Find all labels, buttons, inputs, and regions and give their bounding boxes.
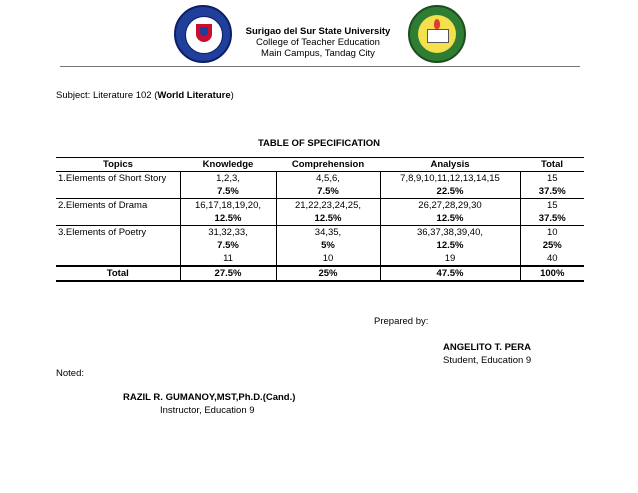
table-cell: 31,32,33, (180, 226, 276, 240)
total-label: Total (56, 266, 180, 281)
table-cell: 34,35, (276, 226, 380, 240)
table-row (56, 252, 584, 266)
table-cell: 40 (520, 252, 584, 266)
table-title: TABLE OF SPECIFICATION (257, 138, 381, 149)
table-cell: 7.5% (180, 239, 276, 252)
table-cell (56, 239, 180, 252)
table-cell: 10 (520, 226, 584, 240)
total-comprehension: 25% (276, 266, 380, 281)
table-cell: 11 (180, 252, 276, 266)
table-cell: 5% (276, 239, 380, 252)
total-analysis: 47.5% (380, 266, 520, 281)
table-row (56, 199, 584, 213)
header-knowledge: Knowledge (180, 158, 276, 172)
table-cell: 15 (520, 172, 584, 186)
table-row (56, 212, 584, 226)
table-cell: 12.5% (380, 212, 520, 226)
college-name: College of Teacher Education (256, 37, 380, 48)
table-cell (56, 252, 180, 266)
table-cell: 25% (520, 239, 584, 252)
table-cell: 1.Elements of Short Story (58, 172, 167, 184)
table-cell: 22.5% (380, 185, 520, 199)
table-header-row (56, 158, 584, 172)
table-cell: 7,8,9,10,11,12,13,14,15 (380, 172, 520, 186)
table-cell (56, 212, 180, 226)
prepared-by-label: Prepared by: (374, 316, 429, 327)
table-row (56, 226, 584, 240)
preparer-name: ANGELITO T. PERA (443, 342, 531, 353)
table-cell: 15 (520, 199, 584, 213)
subject-line (56, 90, 234, 101)
table-cell: 10 (276, 252, 380, 266)
table-cell: 7.5% (276, 185, 380, 199)
header-topics: Topics (56, 158, 180, 172)
header-comprehension: Comprehension (276, 158, 380, 172)
preparer-role: Student, Education 9 (443, 355, 532, 366)
table-cell: 26,27,28,29,30 (380, 199, 520, 213)
specification-table (56, 157, 584, 282)
total-overall: 100% (520, 266, 584, 281)
table-cell: 12.5% (276, 212, 380, 226)
table-cell: 2.Elements of Drama (58, 199, 148, 211)
noted-label: Noted: (56, 368, 84, 379)
total-knowledge: 27.5% (180, 266, 276, 281)
header-total: Total (520, 158, 584, 172)
table-cell: 21,22,23,24,25, (276, 199, 380, 213)
table-total-row (56, 266, 584, 281)
table-row (56, 185, 584, 199)
university-name: Surigao del Sur State University (245, 26, 391, 37)
table-cell: 4,5,6, (276, 172, 380, 186)
table-row (56, 172, 584, 186)
subject-prefix: Subject: Literature 102 ( (56, 90, 158, 101)
header-analysis: Analysis (380, 158, 520, 172)
header-divider (60, 66, 580, 67)
noter-name: RAZIL R. GUMANOY,MST,Ph.D.(Cand.) (123, 392, 296, 403)
table-cell: 37.5% (520, 185, 584, 199)
table-row (56, 239, 584, 252)
campus-name: Main Campus, Tandag City (261, 48, 375, 59)
subject-title: World Literature (157, 90, 231, 101)
table-cell: 1,2,3, (180, 172, 276, 186)
table-cell: 12.5% (180, 212, 276, 226)
table-cell (56, 185, 180, 199)
table-cell: 7.5% (180, 185, 276, 199)
table-cell: 12.5% (380, 239, 520, 252)
noter-role: Instructor, Education 9 (160, 405, 255, 416)
table-cell: 3.Elements of Poetry (58, 226, 147, 238)
subject-suffix: ) (230, 90, 234, 101)
table-cell: 37.5% (520, 212, 584, 226)
table-cell: 16,17,18,19,20, (180, 199, 276, 213)
table-cell: 19 (380, 252, 520, 266)
table-cell: 36,37,38,39,40, (380, 226, 520, 240)
